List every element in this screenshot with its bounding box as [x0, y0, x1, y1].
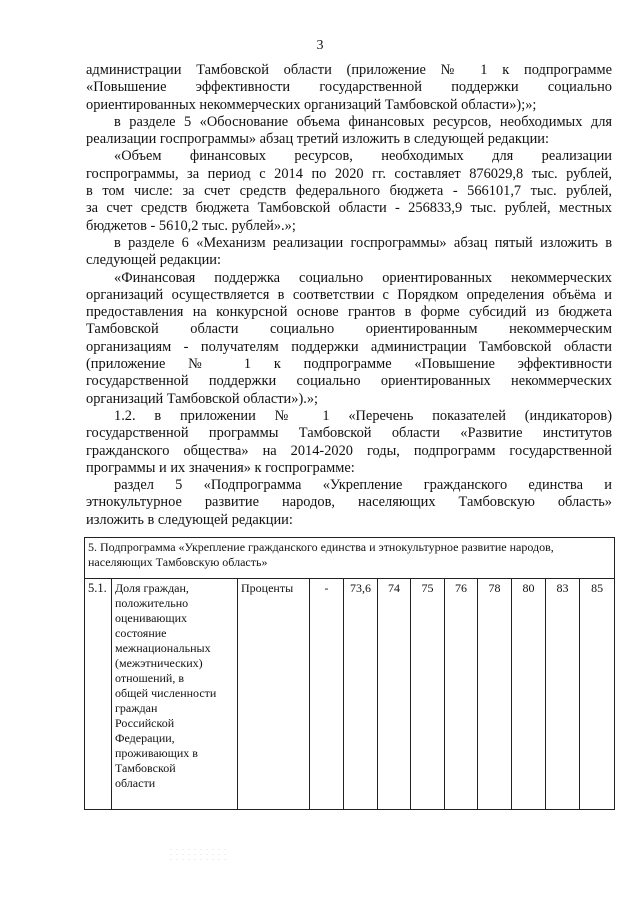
- paragraph-3-line-3: в том числе: за счет средств федерального бюджета - 566101,7 тыс. рублей,: [86, 183, 612, 200]
- paragraph-2-line-2: реализации госпрограммы» абзац третий изложить в следующей редакции:: [86, 131, 549, 148]
- value-cell: 73,6: [344, 579, 378, 810]
- paragraph-6-line-1: 1.2. в приложении № 1 «Перечень показателей (индикаторов): [114, 407, 612, 424]
- indicator-name-line: (межэтнических): [115, 656, 203, 670]
- indicator-name-line: состояние: [115, 626, 167, 640]
- paragraph-5-line-1: «Финансовая поддержка социально ориентированных некоммерческих: [114, 269, 612, 286]
- paragraph-5-line-4: Тамбовской области социально ориентированным некоммерческим: [86, 321, 612, 338]
- indicator-name-line: оценивающих: [115, 611, 188, 625]
- scan-artifact: [168, 847, 228, 863]
- row-number-cell: 5.1.: [85, 579, 112, 810]
- value-cell: 78: [478, 579, 512, 810]
- paragraph-5-line-8: организаций Тамбовской области»).»;: [86, 390, 319, 407]
- indicator-name-line: Доля граждан,: [115, 581, 189, 595]
- paragraph-6-line-4: программы и их значения» к госпрограмме:: [86, 459, 355, 476]
- paragraph-5-line-7: государственной поддержки социально ориентированных некоммерческих: [86, 373, 612, 390]
- indicator-name-line: области: [115, 776, 156, 790]
- indicator-name-line: межнациональных: [115, 641, 211, 655]
- paragraph-5-line-3: предоставления на конкурсной основе грантов в форме субсидий из бюджета: [86, 304, 612, 321]
- value-cell: 75: [411, 579, 445, 810]
- paragraph-1-line-2: «Повышение эффективности государственной поддержки социально: [86, 79, 612, 96]
- indicators-table: [84, 537, 615, 810]
- indicator-name-line: граждан: [115, 701, 158, 715]
- indicator-name-line: проживающих в: [115, 746, 198, 760]
- paragraph-5-line-5: организациям - получателям поддержки администрации Тамбовской области: [86, 338, 612, 355]
- paragraph-3-line-4: за счет средств бюджета Тамбовской области - 256833,9 тыс. рублей, местных: [86, 200, 612, 217]
- paragraph-7-line-1: раздел 5 «Подпрограмма «Укрепление гражданского единства и: [114, 477, 612, 494]
- value-cell: 83: [546, 579, 580, 810]
- paragraph-3-line-2: госпрограммы, за период с 2014 по 2020 гг. составляет 876029,8 тыс. рублей,: [86, 165, 612, 182]
- paragraph-3-line-1: «Объем финансовых ресурсов, необходимых для реализации: [114, 148, 612, 165]
- indicator-name-line: положительно: [115, 596, 189, 610]
- paragraph-3-line-5: бюджетов - 5610,2 тыс. рублей».»;: [86, 217, 296, 234]
- indicator-name-line: отношений, в: [115, 671, 185, 685]
- paragraph-5-line-2: организаций осуществляется в соответствии с Порядком определения объёма и: [86, 286, 612, 303]
- indicator-name-line: общей численности: [115, 686, 217, 700]
- table-section-header: 5. Подпрограмма «Укрепление гражданского единства и этнокультурное развитие народов, населяющих Тамбовскую область»: [85, 538, 615, 579]
- paragraph-4-line-1: в разделе 6 «Механизм реализации госпрограммы» абзац пятый изложить в: [114, 234, 612, 251]
- value-cell: 85: [580, 579, 615, 810]
- value-cell: 76: [445, 579, 478, 810]
- table-row: [85, 579, 615, 810]
- paragraph-1-line-3: ориентированных некоммерческих организаций Тамбовской области»);»;: [86, 96, 537, 113]
- paragraph-1-line-1: администрации Тамбовской области (приложение № 1 к подпрограмме: [86, 62, 612, 78]
- paragraph-5-line-6: (приложение № 1 к подпрограмме «Повышение эффективности: [86, 356, 612, 373]
- paragraph-6-line-3: гражданского общества» на 2014-2020 годы, подпрограмм государственной: [86, 442, 612, 459]
- paragraph-4-line-2: следующей редакции:: [86, 252, 221, 269]
- page-number: 3: [316, 38, 324, 53]
- value-cell: -: [310, 579, 344, 810]
- paragraph-2-line-1: в разделе 5 «Обоснование объема финансовых ресурсов, необходимых для: [114, 113, 612, 130]
- indicator-name-line: Тамбовской: [115, 761, 176, 775]
- unit-cell: Проценты: [238, 579, 310, 810]
- value-cell: 80: [512, 579, 546, 810]
- indicator-name-cell: [112, 579, 238, 810]
- indicator-name-line: Федерации,: [115, 731, 175, 745]
- indicator-name-line: Российской: [115, 716, 175, 730]
- paragraph-7-line-3: изложить в следующей редакции:: [86, 511, 293, 528]
- body-text: [86, 62, 612, 529]
- paragraph-6-line-2: государственной программы Тамбовской области «Развитие институтов: [86, 425, 612, 442]
- paragraph-7-line-2: этнокультурное развитие народов, населяющих Тамбовскую область»: [86, 494, 612, 511]
- value-cell: 74: [378, 579, 411, 810]
